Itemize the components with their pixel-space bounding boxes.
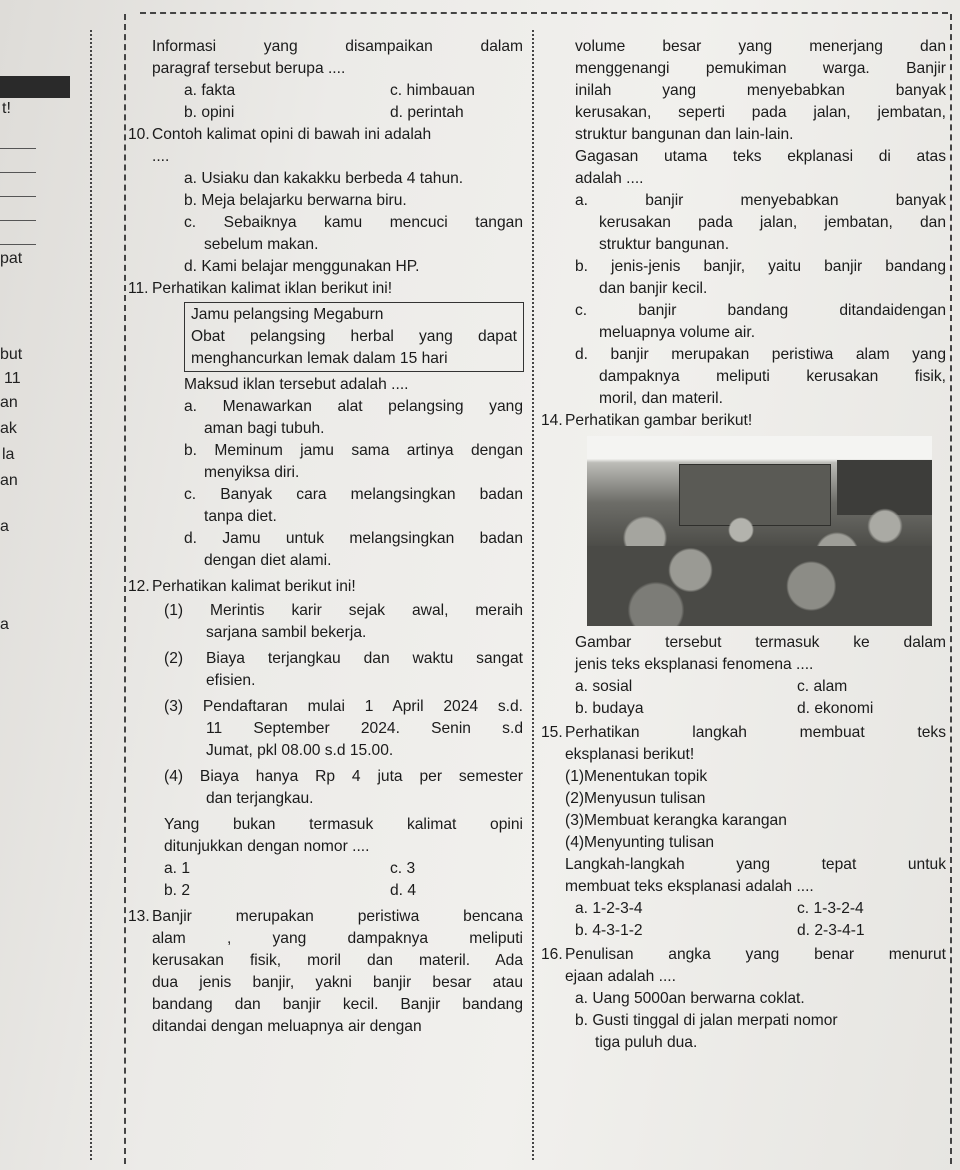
statement-1: (1) Merintis karir sejak awal, meraih <box>164 602 523 619</box>
option-a[interactable]: a. 1 <box>164 860 191 877</box>
option-b[interactable]: b. Meminum jamu sama artinya dengan <box>184 442 523 459</box>
option-c[interactable]: c. himbauan <box>390 82 475 99</box>
question-10 <box>128 124 523 278</box>
passage-line: volume besar yang menerjang dan <box>575 38 946 55</box>
option-a[interactable]: a. Uang 5000an berwarna coklat. <box>575 990 805 1007</box>
strip-fragment: an <box>0 472 18 489</box>
ad-box <box>184 302 524 372</box>
option-d[interactable]: d. 2-3-4-1 <box>797 922 865 939</box>
passage-line: kerusakan fisik, moril dan materil. Ada <box>152 952 523 969</box>
passage-line: Banjir merupakan peristiwa bencana <box>152 908 523 925</box>
statement-4-cont: dan terjangkau. <box>206 790 314 807</box>
option-b[interactable]: b. opini <box>184 104 235 121</box>
strip-fragment: a <box>0 518 9 535</box>
question-16 <box>541 944 946 1054</box>
statement-3: (3) Pendaftaran mulai 1 April 2024 s.d. <box>164 698 523 715</box>
question-text: adalah .... <box>575 170 644 187</box>
passage-line: inilah yang menyebabkan banyak <box>575 82 946 99</box>
ad-line: Obat pelangsing herbal yang dapat <box>191 328 517 345</box>
option-d[interactable]: d. 4 <box>390 882 417 899</box>
question-number: 14. <box>541 412 563 429</box>
option-a[interactable]: a. Usiaku dan kakakku berbeda 4 tahun. <box>184 170 464 187</box>
option-c[interactable]: c. Sebaiknya kamu mencuci tangan <box>184 214 523 231</box>
step-1: (1)Menentukan topik <box>565 768 708 785</box>
option-d-cont: dampaknya meliputi kerusakan fisik, <box>599 368 946 385</box>
dark-edge-bar <box>0 76 70 98</box>
option-d-cont: moril, dan materil. <box>599 390 723 407</box>
option-a[interactable]: a. 1-2-3-4 <box>575 900 643 917</box>
option-c[interactable]: c. 1-3-2-4 <box>797 900 864 917</box>
question-text: membuat teks eksplanasi adalah .... <box>565 878 814 895</box>
option-c-cont: sebelum makan. <box>204 236 319 253</box>
question-text: Maksud iklan tersebut adalah .... <box>184 376 409 393</box>
option-b-cont: dan banjir kecil. <box>599 280 708 297</box>
option-d[interactable]: d. banjir merupakan peristiwa alam yang <box>575 346 946 363</box>
question-text: Penulisan angka yang benar menurut <box>565 946 946 963</box>
question-text: ejaan adalah .... <box>565 968 676 985</box>
option-c[interactable]: c. 3 <box>390 860 416 877</box>
strip-fragment: la <box>2 446 15 463</box>
option-a[interactable]: a. banjir menyebabkan banyak <box>575 192 946 209</box>
statement-2: (2) Biaya terjangkau dan waktu sangat <box>164 650 523 667</box>
option-d[interactable]: d. ekonomi <box>797 700 874 717</box>
option-c-cont: meluapnya volume air. <box>599 324 756 341</box>
question-text: Yang bukan termasuk kalimat opini <box>164 816 523 833</box>
option-a[interactable]: a. fakta <box>184 82 236 99</box>
option-d[interactable]: d. perintah <box>390 104 464 121</box>
adjacent-page-strip <box>0 0 70 1170</box>
question-number: 11. <box>128 280 149 297</box>
ad-line: Jamu pelangsing Megaburn <box>191 306 384 323</box>
strip-fragment: but <box>0 346 23 363</box>
strip-fragment: ak <box>0 420 17 437</box>
passage-line: alam , yang dampaknya meliputi <box>152 930 523 947</box>
option-d[interactable]: d. Kami belajar menggunakan HP. <box>184 258 420 275</box>
question-9-continued <box>128 36 523 124</box>
flood-photo <box>587 436 932 626</box>
right-column <box>541 36 946 1054</box>
question-13-continued <box>541 36 946 410</box>
option-b[interactable]: b. 4-3-1-2 <box>575 922 643 939</box>
question-15 <box>541 722 946 942</box>
strip-fragment: an <box>0 394 18 411</box>
frame-left-dashes <box>124 14 126 1164</box>
step-4: (4)Menyunting tulisan <box>565 834 715 851</box>
question-11 <box>128 278 523 572</box>
statement-1-cont: sarjana sambil bekerja. <box>206 624 367 641</box>
option-b[interactable]: b. 2 <box>164 882 191 899</box>
question-12 <box>128 576 523 902</box>
statement-3-cont: Jumat, pkl 08.00 s.d 15.00. <box>206 742 394 759</box>
question-14 <box>541 410 946 720</box>
option-b-cont: tiga puluh dua. <box>595 1034 698 1051</box>
question-text: Gagasan utama teks ekplanasi di atas <box>575 148 946 165</box>
passage-line: bandang dan banjir kecil. Banjir bandang <box>152 996 523 1013</box>
question-text: Langkah-langkah yang tepat untuk <box>565 856 946 873</box>
option-b[interactable]: b. jenis-jenis banjir, yaitu banjir bandang <box>575 258 946 275</box>
statement-4: (4) Biaya hanya Rp 4 juta per semester <box>164 768 523 785</box>
option-a-cont: aman bagi tubuh. <box>204 420 325 437</box>
question-text: .... <box>152 148 170 165</box>
margin-dots <box>90 30 92 1160</box>
strip-fragment: pat <box>0 250 23 267</box>
question-number: 10. <box>128 126 150 143</box>
question-text: ditunjukkan dengan nomor .... <box>164 838 370 855</box>
passage-line: ditandai dengan meluapnya air dengan <box>152 1018 422 1035</box>
passage-line: struktur bangunan dan lain-lain. <box>575 126 794 143</box>
option-a[interactable]: a. sosial <box>575 678 633 695</box>
option-b[interactable]: b. Meja belajarku berwarna biru. <box>184 192 407 209</box>
question-title: Perhatikan kalimat iklan berikut ini! <box>152 280 393 297</box>
option-a-cont: struktur bangunan. <box>599 236 730 253</box>
option-c-cont: tanpa diet. <box>204 508 277 525</box>
passage-line: menggenangi pemukiman warga. Banjir <box>575 60 946 77</box>
strip-fragment: 11 <box>4 370 21 387</box>
question-number: 12. <box>128 578 150 595</box>
question-title: eksplanasi berikut! <box>565 746 695 763</box>
question-title: Perhatikan langkah membuat teks <box>565 724 946 741</box>
option-a[interactable]: a. Menawarkan alat pelangsing yang <box>184 398 523 415</box>
question-text: Gambar tersebut termasuk ke dalam <box>575 634 946 651</box>
statement-3-cont: 11 September 2024. Senin s.d <box>206 720 523 737</box>
option-b[interactable]: b. Gusti tinggal di jalan merpati nomor <box>575 1012 838 1029</box>
question-text: jenis teks eksplanasi fenomena .... <box>575 656 814 673</box>
left-column <box>128 36 523 1038</box>
question-text: Contoh kalimat opini di bawah ini adalah <box>152 126 432 143</box>
question-13 <box>128 906 523 1038</box>
question-number: 16. <box>541 946 563 963</box>
option-c[interactable]: c. Banyak cara melangsingkan badan <box>184 486 523 503</box>
intro-line: paragraf tersebut berupa .... <box>152 60 346 77</box>
question-title: Perhatikan gambar berikut! <box>565 412 753 429</box>
strip-fragment: a <box>0 616 9 633</box>
option-c[interactable]: c. alam <box>797 678 848 695</box>
option-a-cont: kerusakan pada jalan, jembatan, dan <box>599 214 946 231</box>
option-b-cont: menyiksa diri. <box>204 464 300 481</box>
passage-line: kerusakan, seperti pada jalan, jembatan, <box>575 104 946 121</box>
statement-2-cont: efisien. <box>206 672 256 689</box>
step-2: (2)Menyusun tulisan <box>565 790 706 807</box>
intro-line: Informasi yang disampaikan dalam <box>152 38 523 55</box>
frame-top-dashes <box>140 12 948 14</box>
option-b[interactable]: b. budaya <box>575 700 644 717</box>
column-divider <box>532 30 534 1160</box>
question-title: Perhatikan kalimat berikut ini! <box>152 578 356 595</box>
frame-right-dashes <box>950 14 952 1164</box>
option-d-cont: dengan diet alami. <box>204 552 332 569</box>
option-d[interactable]: d. Jamu untuk melangsingkan badan <box>184 530 523 547</box>
option-c[interactable]: c. banjir bandang ditandaidengan <box>575 302 946 319</box>
question-number: 15. <box>541 724 563 741</box>
ad-line: menghancurkan lemak dalam 15 hari <box>191 350 448 367</box>
passage-line: dua jenis banjir, yakni banjir besar atau <box>152 974 523 991</box>
step-3: (3)Membuat kerangka karangan <box>565 812 787 829</box>
question-number: 13. <box>128 908 150 925</box>
strip-fragment: t! <box>2 100 11 117</box>
